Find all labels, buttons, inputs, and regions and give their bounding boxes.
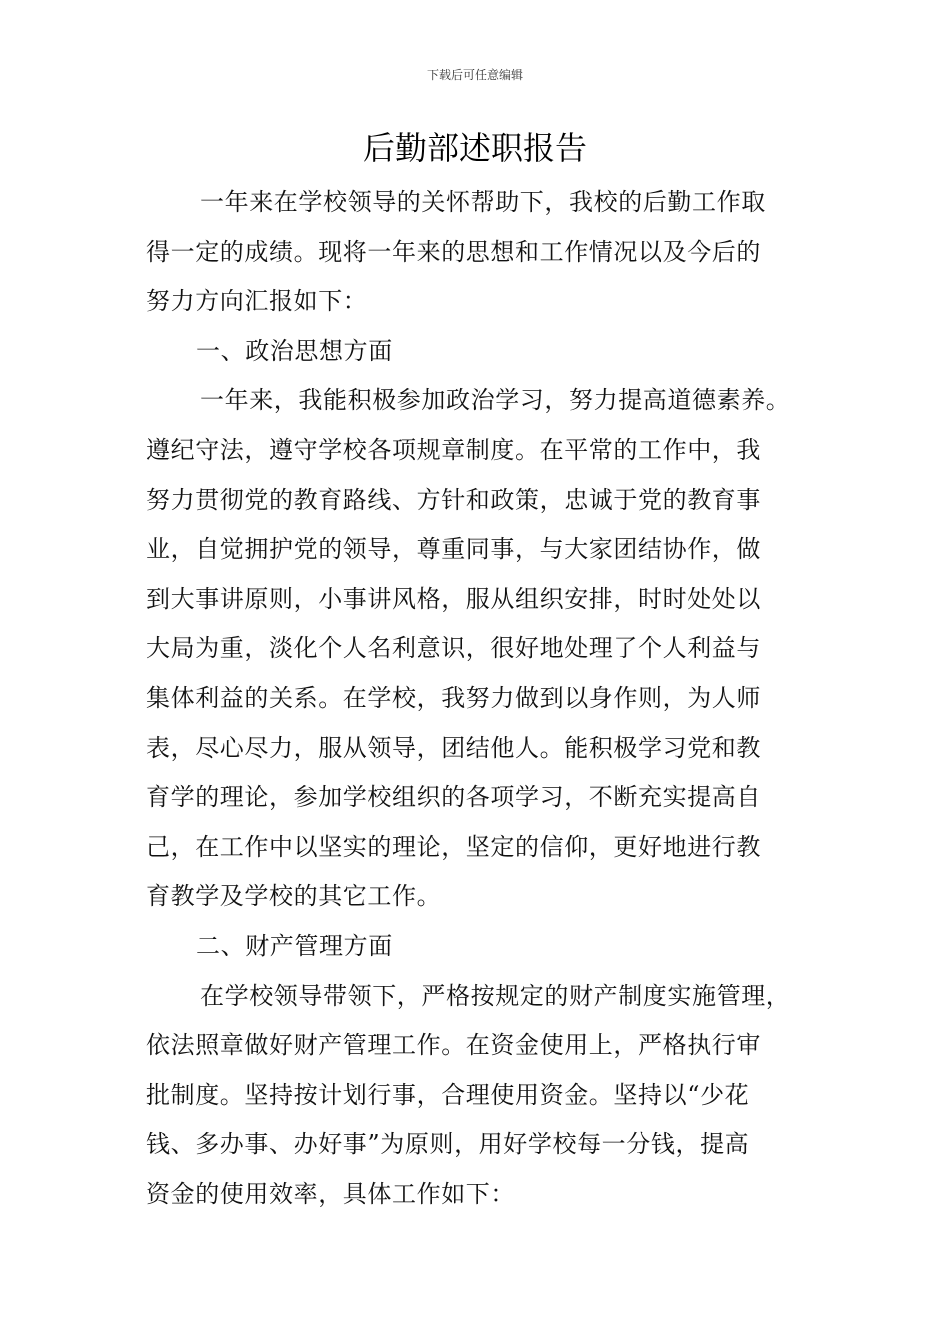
text-line: 一年来在学校领导的关怀帮助下，我校的后勤工作取 (200, 188, 766, 216)
text-line: 在学校领导带领下，严格按规定的财产制度实施管理， (200, 981, 791, 1010)
text-line: 育教学及学校的其它工作。 (146, 882, 442, 911)
section-heading: 一、政治思想方面 (196, 336, 393, 365)
text-line: 表，尽心尽力，服从领导，团结他人。能积极学习党和教 (146, 733, 761, 762)
header-note: 下载后可任意编辑 (426, 68, 523, 82)
document-body (146, 178, 818, 1219)
text-line: 大局为重，淡化个人名利意识，很好地处理了个人利益与 (146, 634, 761, 663)
text-line: 己，在工作中以坚实的理论，坚定的信仰，更好地进行教 (146, 832, 761, 861)
text-line: 一年来，我能积极参加政治学习，努力提高道德素养。 (200, 386, 791, 415)
text-line: 到大事讲原则，小事讲风格，服从组织安排，时时处处以 (146, 584, 761, 613)
text-line: 遵纪守法，遵守学校各项规章制度。在平常的工作中，我 (146, 435, 761, 464)
text-line: 努力方向汇报如下： (146, 287, 368, 316)
text-line: 集体利益的关系。在学校，我努力做到以身作则，为人师 (146, 683, 761, 712)
text-line: 业，自觉拥护党的领导，尊重同事，与大家团结协作，做 (146, 535, 761, 564)
document-title: 后勤部述职报告 (362, 129, 587, 167)
text-line: 育学的理论，参加学校组织的各项学习，不断充实提高自 (146, 783, 761, 812)
section-heading: 二、财产管理方面 (196, 931, 393, 960)
text-line: 批制度。坚持按计划行事，合理使用资金。坚持以“少花 (146, 1080, 750, 1109)
text-line: 钱、多办事、办好事”为原则，用好学校每一分钱，提高 (146, 1130, 750, 1159)
text-line: 依法照章做好财产管理工作。在资金使用上，严格执行审 (146, 1031, 761, 1060)
text-line: 得一定的成绩。现将一年来的思想和工作情况以及今后的 (146, 237, 761, 266)
text-line: 努力贯彻党的教育路线、方针和政策，忠诚于党的教育事 (146, 485, 761, 514)
text-line: 资金的使用效率，具体工作如下： (146, 1179, 515, 1208)
